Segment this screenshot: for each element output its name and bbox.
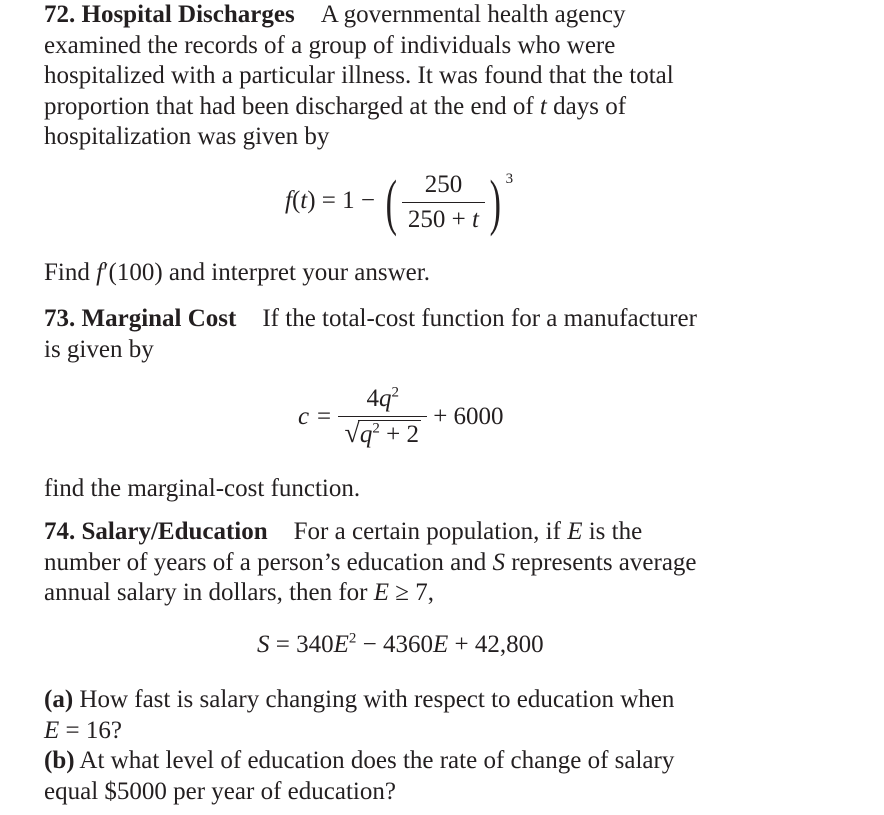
left-paren: ( [385,168,398,237]
cost-fraction: $\frac{4q^2}{√q^2 + 2}$ [338,384,426,450]
problem-72-text: 72. Hospital Discharges A governmental health agency examined the records of a group of individuals who were hospitalized with a particular illness. It was found that the total proportion that had been discharged at the end of t days of hospitalization was given by [44,1,674,150]
problem-73-text: 73. Marginal Cost If the total-cost function for a manufacturer is given by [44,305,697,363]
problem-72-title: 72. Hospital Discharges [44,1,295,28]
problem-73-formula: c = $\frac{4q^2}{√q^2 + 2}$ + 6000 [298,384,504,449]
problem-72-find: Find f′(100) and interpret your answer. [44,259,430,286]
fraction-250: $\frac{250}{250 + t}$ [402,170,485,235]
problem-74-text: 74. Salary/Education For a certain population, if E is the number of years of a person’s education and S represents average annual salary in dollars, then for E ≥ 7, [44,518,697,606]
exponent-3: 3 [505,171,514,187]
problem-72-formula: f(t) = 1 − ( $\frac{250}{250 + t}$ ) $^3$ [285,168,514,237]
problem-73-find: find the marginal-cost function. [44,475,361,502]
problem-74-title: 74. Salary/Education [44,518,268,545]
square-root: $√q^2 + 2$ [344,418,419,449]
right-paren: ) [489,168,501,237]
problem-74-formula: $S = 340E^2 - 4360E + 42,800$ [257,630,544,658]
problem-74-parts: (a) How fast is salary changing with respect to education when E = 16? (b) At what level of education does the rate of change of salary equal $5000 per year of education? [44,686,675,805]
problem-73-title: 73. Marginal Cost [44,305,237,332]
